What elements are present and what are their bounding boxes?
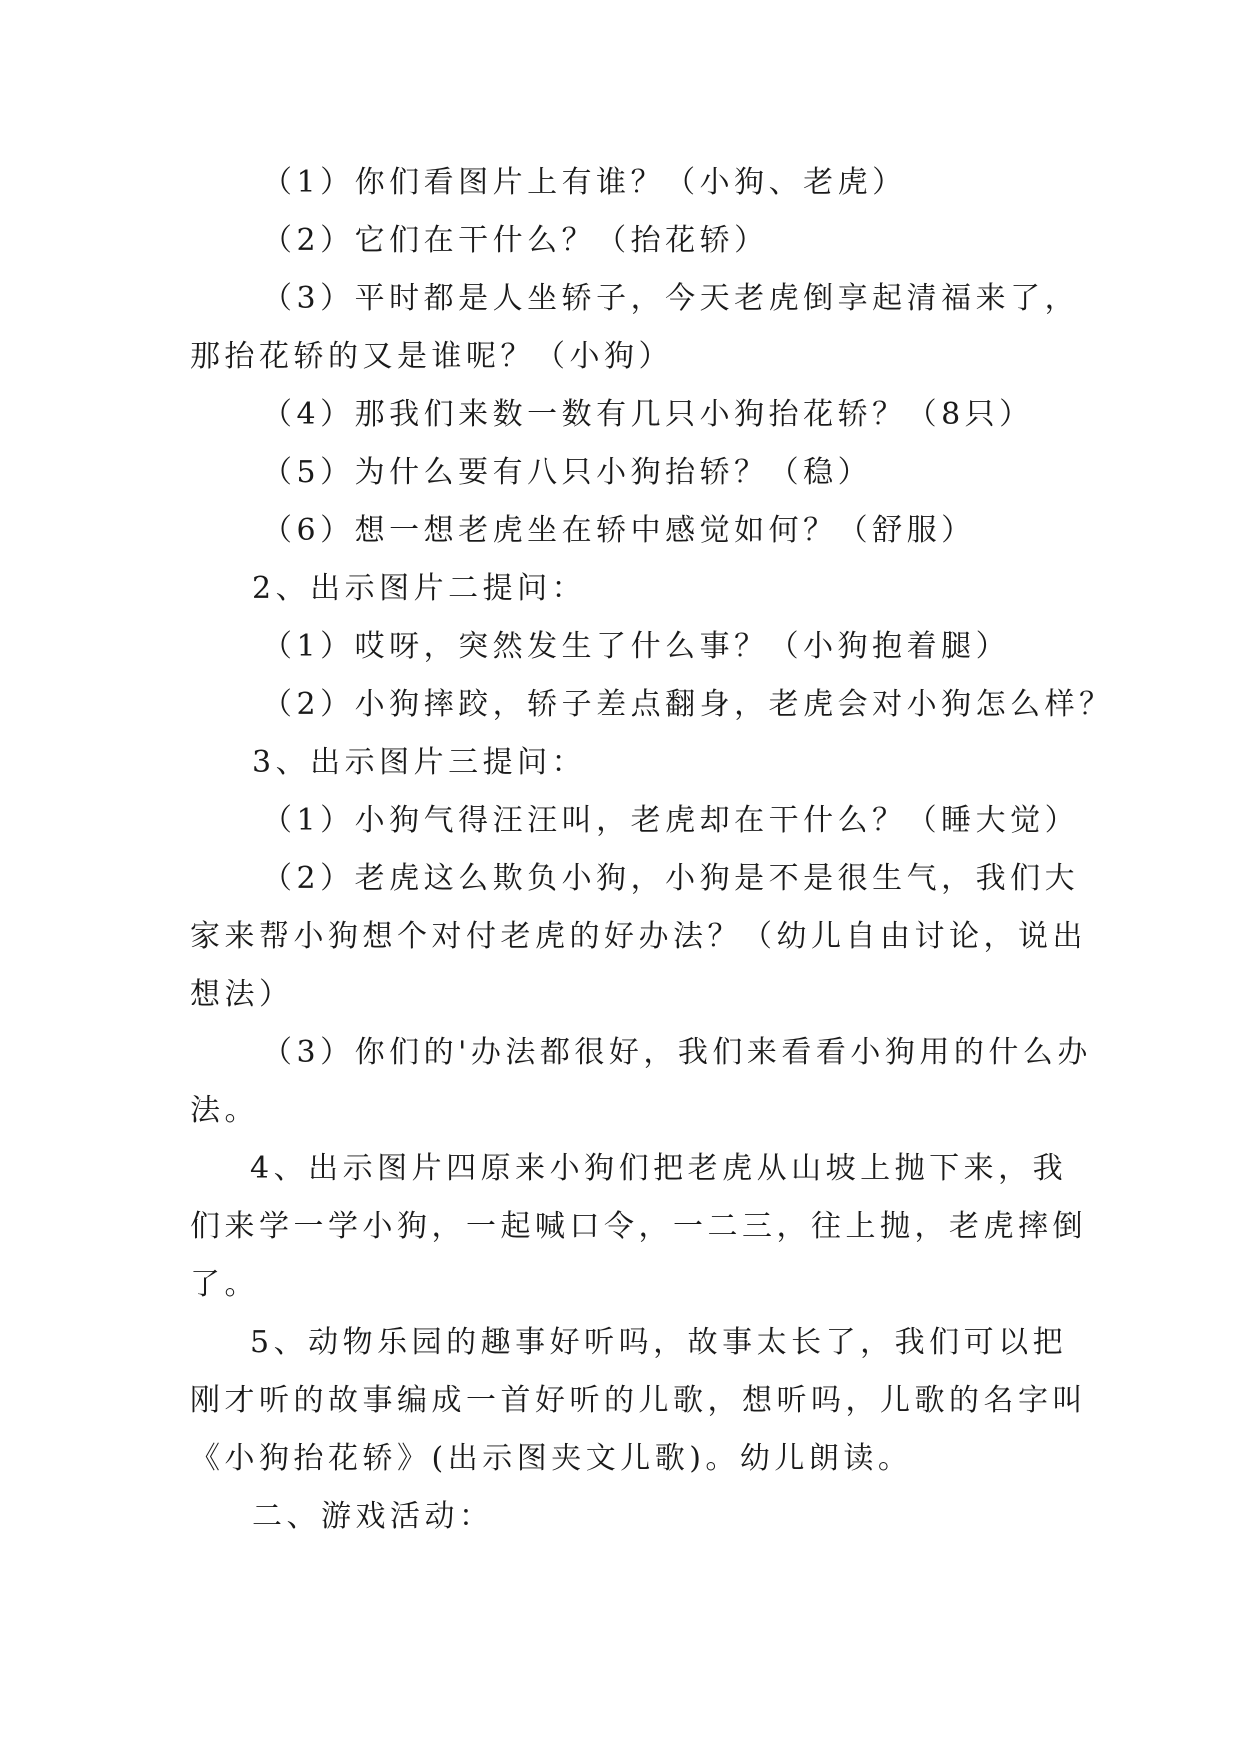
text-line: 法。 <box>190 1093 259 1128</box>
text-line: （6）想一想老虎坐在轿中感觉如何？（舒服） <box>262 513 976 548</box>
text-line: （2）它们在干什么？（抬花轿） <box>262 223 769 258</box>
text-line: 家来帮小狗想个对付老虎的好办法？（幼儿自由讨论，说出 <box>190 919 1087 954</box>
text-line: （4）那我们来数一数有几只小狗抬花轿？（8只） <box>262 397 1034 432</box>
paragraph-line: 4、出示图片四原来小狗们把老虎从山坡上抛下来，我 <box>250 1151 1068 1186</box>
text-line: 刚才听的故事编成一首好听的儿歌，想听吗，儿歌的名字叫 <box>190 1383 1087 1418</box>
section-heading: 二、游戏活动： <box>252 1499 494 1534</box>
text-line: 们来学一学小狗，一起喊口令，一二三，往上抛，老虎摔倒 <box>190 1209 1087 1244</box>
text-line: （2）老虎这么欺负小狗，小狗是不是很生气，我们大 <box>262 861 1080 896</box>
text-line: 《小狗抬花轿》(出示图夹文儿歌)。幼儿朗读。 <box>190 1441 913 1476</box>
text-line: （1）小狗气得汪汪叫，老虎却在干什么？（睡大觉） <box>262 803 1080 838</box>
paragraph-line: 5、动物乐园的趣事好听吗，故事太长了，我们可以把 <box>250 1325 1068 1360</box>
text-line: 想法） <box>190 977 294 1012</box>
text-line: （3）平时都是人坐轿子，今天老虎倒享起清福来了， <box>262 281 1080 316</box>
section-heading: 2、出示图片二提问： <box>252 571 587 606</box>
text-line: （2）小狗摔跤，轿子差点翻身，老虎会对小狗怎么样？ <box>262 687 1114 722</box>
section-heading: 3、出示图片三提问： <box>252 745 587 780</box>
text-line: （1）你们看图片上有谁？（小狗、老虎） <box>262 165 907 200</box>
text-line: （3）你们的'办法都很好，我们来看看小狗用的什么办 <box>262 1035 1092 1070</box>
text-line: （1）哎呀，突然发生了什么事？（小狗抱着腿） <box>262 629 1011 664</box>
text-line: （5）为什么要有八只小狗抬轿？（稳） <box>262 455 873 490</box>
text-line: 那抬花轿的又是谁呢？（小狗） <box>190 339 673 374</box>
text-line: 了。 <box>190 1267 259 1302</box>
